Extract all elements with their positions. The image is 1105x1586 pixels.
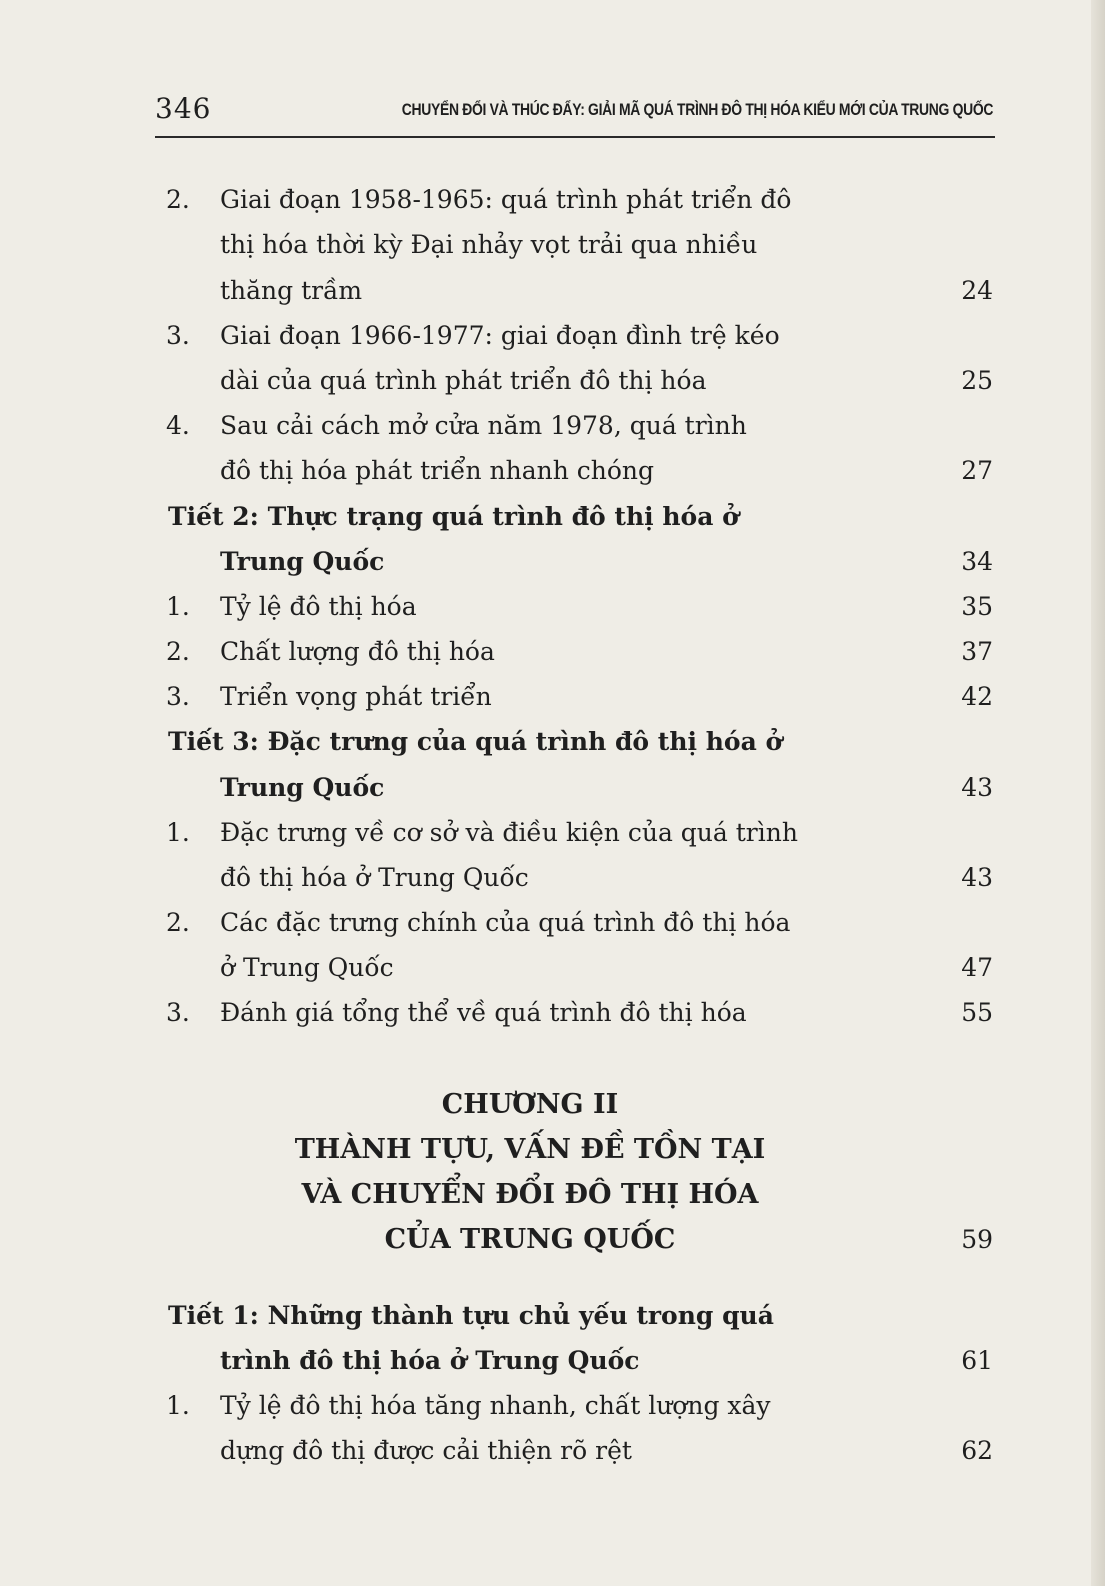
toc-entry-continuation (0, 451, 1105, 491)
toc-page-number: 43 (961, 863, 993, 892)
toc-entry (0, 587, 1105, 627)
toc-entry (0, 993, 1105, 1033)
toc-entry-text: Triển vọng phát triển (220, 682, 492, 711)
toc-entry-number: 2. (166, 185, 190, 214)
toc-entry-text: Tỷ lệ đô thị hóa tăng nhanh, chất lượng xây (220, 1391, 771, 1420)
toc-entry (0, 813, 1105, 853)
chapter-title-line (0, 1218, 1105, 1262)
toc-entry-text: Giai đoạn 1958-1965: quá trình phát triển đô (220, 185, 792, 214)
running-title: CHUYỂN ĐỔI VÀ THÚC ĐẨY: GIẢI MÃ QUÁ TRÌNH ĐÔ THỊ HÓA KIỂU MỚI CỦA TRUNG QUỐC (401, 100, 993, 119)
toc-section-text: Tiết 1: Những thành tựu chủ yếu trong quá (168, 1301, 774, 1330)
chapter-title: VÀ CHUYỂN ĐỔI ĐÔ THỊ HÓA (301, 1179, 759, 1210)
toc-page-number: 55 (961, 998, 993, 1027)
chapter-title-line (0, 1128, 1105, 1172)
toc-entry-number: 2. (166, 908, 190, 937)
toc-entry-text: đô thị hóa phát triển nhanh chóng (220, 456, 655, 485)
toc-entry-text: ở Trung Quốc (220, 953, 394, 982)
toc-entry-text: đô thị hóa ở Trung Quốc (220, 863, 529, 892)
chapter-heading (0, 1083, 1105, 1127)
toc-entry-text: Đánh giá tổng thể về quá trình đô thị hóa (220, 998, 747, 1027)
toc-page-number: 61 (961, 1346, 993, 1375)
toc-entry-number: 3. (166, 998, 190, 1027)
chapter-title: THÀNH TỰU, VẤN ĐỀ TỒN TẠI (294, 1134, 766, 1165)
toc-section-text: Tiết 2: Thực trạng quá trình đô thị hóa ở (168, 502, 739, 531)
toc-page-number: 37 (961, 637, 993, 666)
toc-entry-text: Chất lượng đô thị hóa (220, 637, 495, 666)
toc-entry-continuation (0, 225, 1105, 265)
toc-page-number: 59 (961, 1225, 993, 1254)
chapter-label: CHƯƠNG II (441, 1089, 619, 1120)
toc-entry-text: Sau cải cách mở cửa năm 1978, quá trình (220, 411, 747, 440)
toc-page-number: 42 (961, 682, 993, 711)
toc-section-text: Tiết 3: Đặc trưng của quá trình đô thị hóa ở (168, 727, 783, 756)
toc-page-number: 34 (961, 547, 993, 576)
toc-entry (0, 180, 1105, 220)
page-number: 346 (155, 92, 212, 125)
toc-section-text: trình đô thị hóa ở Trung Quốc (220, 1346, 640, 1375)
toc-entry-text: Giai đoạn 1966-1977: giai đoạn đình trệ kéo (220, 321, 780, 350)
toc-entry-number: 4. (166, 411, 190, 440)
toc-section-heading (0, 1296, 1105, 1336)
toc-page-number: 27 (961, 456, 993, 485)
toc-entry-number: 3. (166, 321, 190, 350)
toc-entry-text: dài của quá trình phát triển đô thị hóa (220, 366, 707, 395)
toc-page-number: 25 (961, 366, 993, 395)
chapter-title-line (0, 1173, 1105, 1217)
toc-section-text: Trung Quốc (220, 547, 385, 576)
toc-section-heading-continuation (0, 1341, 1105, 1381)
toc-page-number: 62 (961, 1436, 993, 1465)
toc-entry-number: 1. (166, 1391, 190, 1420)
toc-entry-continuation (0, 1431, 1105, 1471)
toc-entry-text: Đặc trưng về cơ sở và điều kiện của quá trình (220, 818, 798, 847)
toc-page-number: 47 (961, 953, 993, 982)
toc-entry (0, 903, 1105, 943)
toc-section-heading-continuation (0, 768, 1105, 808)
toc-page-number: 43 (961, 773, 993, 802)
toc-entry-text: Tỷ lệ đô thị hóa (220, 592, 417, 621)
toc-entry-number: 1. (166, 818, 190, 847)
toc-page-number: 35 (961, 592, 993, 621)
toc-section-heading (0, 497, 1105, 537)
toc-entry-continuation (0, 271, 1105, 311)
chapter-title: CỦA TRUNG QUỐC (384, 1224, 676, 1255)
toc-entry-continuation (0, 858, 1105, 898)
toc-page-number: 24 (961, 276, 993, 305)
toc-section-text: Trung Quốc (220, 773, 385, 802)
page-header (155, 92, 995, 138)
toc-section-heading (0, 722, 1105, 762)
toc-entry-text: Các đặc trưng chính của quá trình đô thị hóa (220, 908, 791, 937)
toc-entry-text: thị hóa thời kỳ Đại nhảy vọt trải qua nhiều (220, 230, 758, 259)
toc-entry (0, 406, 1105, 446)
toc-entry-number: 3. (166, 682, 190, 711)
toc-entry (0, 316, 1105, 356)
toc-entry-continuation (0, 361, 1105, 401)
toc-entry (0, 632, 1105, 672)
toc-entry-number: 2. (166, 637, 190, 666)
toc-entry-continuation (0, 948, 1105, 988)
toc-entry-text: dựng đô thị được cải thiện rõ rệt (220, 1436, 632, 1465)
toc-section-heading-continuation (0, 542, 1105, 582)
toc-entry-text: thăng trầm (220, 276, 363, 305)
toc-entry (0, 1386, 1105, 1426)
toc-entry (0, 677, 1105, 717)
toc-entry-number: 1. (166, 592, 190, 621)
